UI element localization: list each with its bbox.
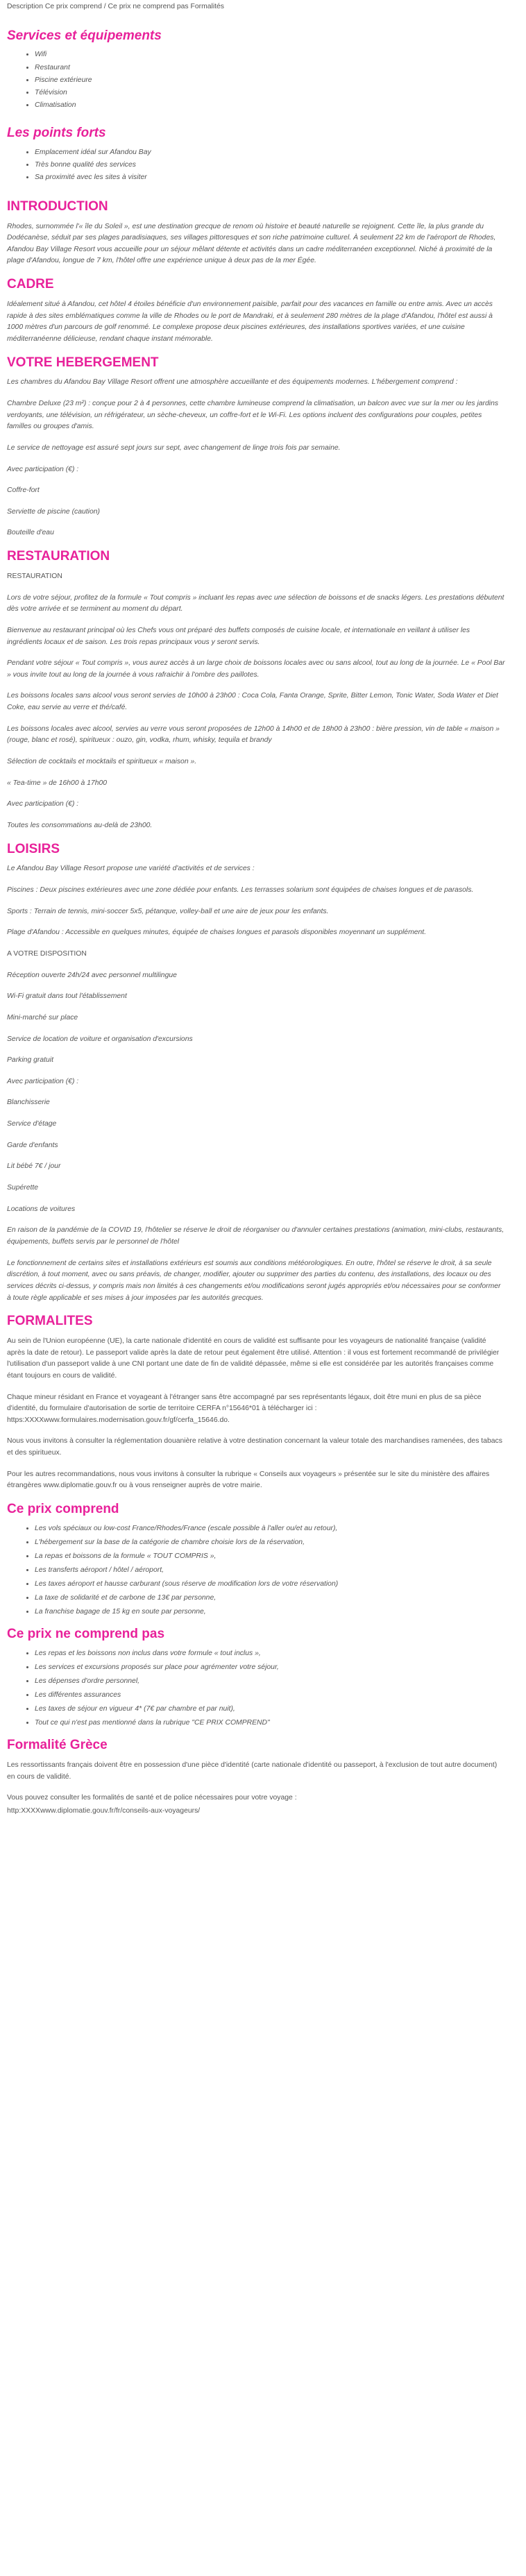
cadre-text: Idéalement situé à Afandou, cet hôtel 4 étoiles bénéficie d'un environnement paisible, parfait pour des vacances en famille ou entre amis. Avec un accès rapide à des sites emblématiques comme la ville de Rhodes ou le port de Mandraki, et à seulement 280 mètres de la plage d'Afandou, l'hôtel est aussi à 1000 mètres d'un parcours de golf renommé. Le complexe propose deux piscines extérieures, des installations sportives variées, et une cuisine méditerranéenne délicieuse, rendant chaque instant mémorable. bbox=[7, 300, 493, 343]
list-item: • Restaurant bbox=[35, 63, 505, 73]
introduction-title: INTRODUCTION bbox=[7, 198, 108, 214]
prix-ne-comprend-title: Ce prix ne comprend pas bbox=[7, 1627, 165, 1642]
loisirs-paragraph: Le fonctionnement de certains sites et installations extérieurs est soumis aux conditions météorologiques. En outre, l'hôtel se réserve le droit, à sa seule discrétion, à tout moment, avec ou sans préavis, de changer, modifier, ajouter ou supprimer des parties du contenu, des installations, des locaux ou des services décrits ci-dessus, y compris mais non limités à ces changements et/ou modifications seront jugés appropriés et/ou nécessaires pour se conformer à toute règle applicable et ses mises à jour imposées par les autorités grecques. bbox=[7, 1259, 501, 1302]
list-item: • Les services et excursions proposés sur place pour agrémenter votre séjour, bbox=[35, 1663, 505, 1672]
formalites-paragraph: Chaque mineur résidant en France et voyageant à l'étranger sans être accompagné par ses représentants légaux, doit être muni en plus de sa pièce d'identité, du formulaire d'autorisation de sortie de territoire CERFA n°15646*01 à télécharger ici : https:XXXXwww.formulaires.modernisation.gouv.fr/gf/cerfa_15646.do. bbox=[7, 1393, 482, 1424]
loisirs-paragraph: Parking gratuit bbox=[7, 1056, 53, 1065]
restauration-paragraph: Lors de votre séjour, profitez de la formule « Tout compris » incluant les repas avec une sélection de boissons et de snacks légers. Les prestations débutent dès votre arrivée et se terminent au moment du départ. bbox=[7, 593, 504, 613]
prix-ne-comprend-list bbox=[7, 1649, 505, 1728]
points-forts-list bbox=[7, 148, 505, 183]
loisirs-paragraph: Plage d'Afandou : Accessible en quelques minutes, équipée de chaises longues et parasols disponibles moyennant un supplément. bbox=[7, 929, 427, 937]
loisirs-paragraph: A VOTRE DISPOSITION bbox=[7, 949, 87, 958]
loisirs-paragraph: En raison de la pandémie de la COVID 19, l'hôtelier se réserve le droit de réorganiser ou d'annuler certaines prestations (animation, mini-clubs, restaurants, équipements, buffets servis par le personnel de l'hôtel bbox=[7, 1226, 504, 1246]
restauration-paragraph: « Tea-time » de 16h00 à 17h00 bbox=[7, 779, 108, 787]
loisirs-paragraph: Supérette bbox=[7, 1184, 39, 1192]
restauration-title: RESTAURATION bbox=[7, 549, 110, 564]
list-item: • Les taxes aéroport et hausse carburant (sous réserve de modification lors de votre réservation) bbox=[35, 1579, 505, 1589]
prix-comprend-list bbox=[7, 1524, 505, 1617]
list-item: • Piscine extérieure bbox=[35, 76, 505, 85]
list-item: • Les dépenses d'ordre personnel, bbox=[35, 1677, 505, 1686]
introduction-text: Rhodes, surnommée l'« île du Soleil », est une destination grecque de renom où histoire et beauté naturelle se rejoignent. Cette île, la plus grande du Dodécanèse, séduit par ses plages paradisiaques, ses villages pittoresques et son riche patrimoine culturel. À seulement 22 km de l'aéroport de Rhodes, Afandou Bay Village Resort vous accueille pour un séjour mêlant détente et activités dans un cadre méditerranéen exceptionnel. Niché à proximité de la plage d'Afandou, longue de 7 km, l'hôtel offre une expérience unique à deux pas de la mer Égée. bbox=[7, 222, 496, 265]
loisirs-paragraph: Piscines : Deux piscines extérieures avec une zone dédiée pour enfants. Les terrasses solarium sont équipées de chaises longues et de parasols. bbox=[7, 886, 474, 895]
loisirs-paragraph: Réception ouverte 24h/24 avec personnel multilingue bbox=[7, 971, 177, 979]
restauration-paragraph: Toutes les consommations au-delà de 23h00. bbox=[7, 821, 153, 829]
prix-comprend-title: Ce prix comprend bbox=[7, 1502, 119, 1517]
list-item: • Très bonne qualité des services bbox=[35, 160, 505, 170]
list-item: • Sa proximité avec les sites à visiter bbox=[35, 173, 505, 183]
hebergement-title: VOTRE HEBERGEMENT bbox=[7, 355, 159, 370]
loisirs-paragraph: Service de location de voiture et organisation d'excursions bbox=[7, 1035, 193, 1043]
formalites-title: FORMALITES bbox=[7, 1314, 93, 1329]
restauration-paragraph: Les boissons locales avec alcool, servies au verre vous seront proposées de 12h00 à 14h00 et de 18h00 à 23h00 : bière pression, vin de table « maison » (rouge, blanc et rosé), spiritueux : ouzo, gin, vodka, rhum, whisky, tequila et brandy bbox=[7, 724, 500, 745]
hebergement-paragraph: Les chambres du Afandou Bay Village Resort offrent une atmosphère accueillante et des équipements modernes. L'hébergement comprend : bbox=[7, 378, 458, 387]
loisirs-paragraph: Garde d'enfants bbox=[7, 1141, 58, 1149]
list-item: • Wifi bbox=[35, 50, 505, 60]
loisirs-paragraph: Locations de voitures bbox=[7, 1205, 76, 1213]
hebergement-paragraph: Bouteille d'eau bbox=[7, 529, 54, 537]
list-item: • Les vols spéciaux ou low-cost France/Rhodes/France (escale possible à l'aller ou/et au retour), bbox=[35, 1524, 505, 1534]
list-item: • Climatisation bbox=[35, 101, 505, 110]
restauration-subtitle: RESTAURATION bbox=[7, 572, 62, 580]
list-item: • Les transferts aéroport / hôtel / aéroport, bbox=[35, 1566, 505, 1575]
list-item: • Tout ce qui n'est pas mentionné dans la rubrique "CE PRIX COMPREND" bbox=[35, 1718, 505, 1728]
hebergement-paragraph: Le service de nettoyage est assuré sept jours sur sept, avec changement de linge trois fois par semaine. bbox=[7, 443, 341, 452]
list-item: • La taxe de solidarité et de carbone de 13€ par personne, bbox=[35, 1593, 505, 1603]
list-item: • La repas et boissons de la formule « TOUT COMPRIS », bbox=[35, 1552, 505, 1561]
restauration-paragraph: Les boissons locales sans alcool vous seront servies de 10h00 à 23h00 : Coca Cola, Fanta Orange, Sprite, Bitter Lemon, Tonic Water, Soda Water et Diet Coke, eau servie au verre et thé/café. bbox=[7, 692, 498, 712]
list-item: • Emplacement idéal sur Afandou Bay bbox=[35, 148, 505, 158]
loisirs-paragraph: Mini-marché sur place bbox=[7, 1013, 78, 1022]
restauration-paragraph: Sélection de cocktails et mocktails et spiritueux « maison ». bbox=[7, 758, 197, 766]
list-item: • L'hébergement sur la base de la catégorie de chambre choisie lors de la réservation, bbox=[35, 1538, 505, 1548]
list-item: • Les taxes de séjour en vigueur 4* (7€ par chambre et par nuit), bbox=[35, 1704, 505, 1714]
services-list bbox=[7, 50, 505, 110]
list-item: • Télévision bbox=[35, 88, 505, 98]
cadre-title: CADRE bbox=[7, 277, 54, 292]
list-item: • Les repas et les boissons non inclus dans votre formule « tout inclus », bbox=[35, 1649, 505, 1659]
hebergement-paragraph: Chambre Deluxe (23 m²) : conçue pour 2 à 4 personnes, cette chambre lumineuse comprend la climatisation, un balcon avec vue sur la mer ou les jardins verdoyants, une télévision, un réfrigérateur, un sèche-cheveux, un coffre-fort et le Wi-Fi. Les options incluent des configurations pour couples, petites familles ou groupes d'amis. bbox=[7, 400, 499, 431]
loisirs-paragraph: Wi-Fi gratuit dans tout l'établissement bbox=[7, 992, 127, 1001]
formalites-paragraph: Pour les autres recommandations, nous vous invitons à consulter la rubrique « Conseils aux voyageurs » présentée sur le site du ministère des affaires étrangères www.diplomatie.gouv.fr ou à vous renseigner auprès de votre mairie. bbox=[7, 1470, 490, 1490]
loisirs-paragraph: Le Afandou Bay Village Resort propose une variété d'activités et de services : bbox=[7, 865, 255, 873]
loisirs-paragraph: Lit bébé 7€ / jour bbox=[7, 1162, 61, 1171]
restauration-paragraph: Avec participation (€) : bbox=[7, 800, 79, 808]
restauration-paragraph: Bienvenue au restaurant principal où les Chefs vous ont préparé des buffets composés de cuisine locale, et internationale en veillant à utiliser les ingrédients locaux et de saison. Les trois repas principaux vous y seront servis. bbox=[7, 626, 470, 646]
loisirs-paragraph: Sports : Terrain de tennis, mini-soccer 5x5, pétanque, volley-ball et une aire de jeux pour les enfants. bbox=[7, 907, 329, 915]
loisirs-paragraph: Avec participation (€) : bbox=[7, 1077, 79, 1085]
hebergement-paragraph: Coffre-fort bbox=[7, 486, 40, 495]
formalite-grece-paragraph: Vous pouvez consulter les formalités de santé et de police nécessaires pour votre voyage : bbox=[7, 1794, 297, 1802]
page-tabs-text: Description Ce prix comprend / Ce prix ne comprend pas Formalités bbox=[7, 3, 224, 10]
loisirs-paragraph: Service d'étage bbox=[7, 1120, 57, 1128]
formalite-grece-link: http:XXXXwww.diplomatie.gouv.fr/fr/conseils-aux-voyageurs/ bbox=[7, 1807, 201, 1815]
points-forts-title: Les points forts bbox=[7, 125, 106, 140]
formalites-paragraph: Au sein de l'Union européenne (UE), la carte nationale d'identité en cours de validité est suffisante pour les voyageurs de nationalité française (validité après la date de retour). Le passeport valide après la date de retour peut également être utilisé. Attention : il vous est fortement recommandé de privilégier l'utilisation d'un passeport valide à une CNI portant une date de fin de validité dépassée, même si elle est considérée par les autorités françaises comme étant toujours en cours de validité. bbox=[7, 1337, 500, 1380]
hebergement-paragraph: Avec participation (€) : bbox=[7, 465, 79, 473]
formalites-paragraph: Nous vous invitons à consulter la réglementation douanière relative à votre destination concernant la valeur totale des marchandises ramenées, des tabacs et des spiritueux. bbox=[7, 1437, 502, 1457]
formalite-grece-title: Formalité Grèce bbox=[7, 1738, 108, 1753]
loisirs-paragraph: Blanchisserie bbox=[7, 1099, 50, 1107]
services-title: Services et équipements bbox=[7, 28, 162, 43]
list-item: • La franchise bagage de 15 kg en soute par personne, bbox=[35, 1607, 505, 1617]
loisirs-title: LOISIRS bbox=[7, 841, 60, 856]
restauration-paragraph: Pendant votre séjour « Tout compris », vous aurez accès à un large choix de boissons locales avec ou sans alcool, tout au long de la journée. Le « Pool Bar » vous invite tout au long de la journée à vous rafraichir à l'ombre des paillotes. bbox=[7, 659, 505, 679]
list-item: • Les différentes assurances bbox=[35, 1690, 505, 1700]
hebergement-paragraph: Serviette de piscine (caution) bbox=[7, 507, 100, 516]
formalite-grece-paragraph: Les ressortissants français doivent être en possession d'une pièce d'identité (carte nationale d'identité ou passeport, à l'exclusion de tout autre document) en cours de validité. bbox=[7, 1761, 498, 1781]
